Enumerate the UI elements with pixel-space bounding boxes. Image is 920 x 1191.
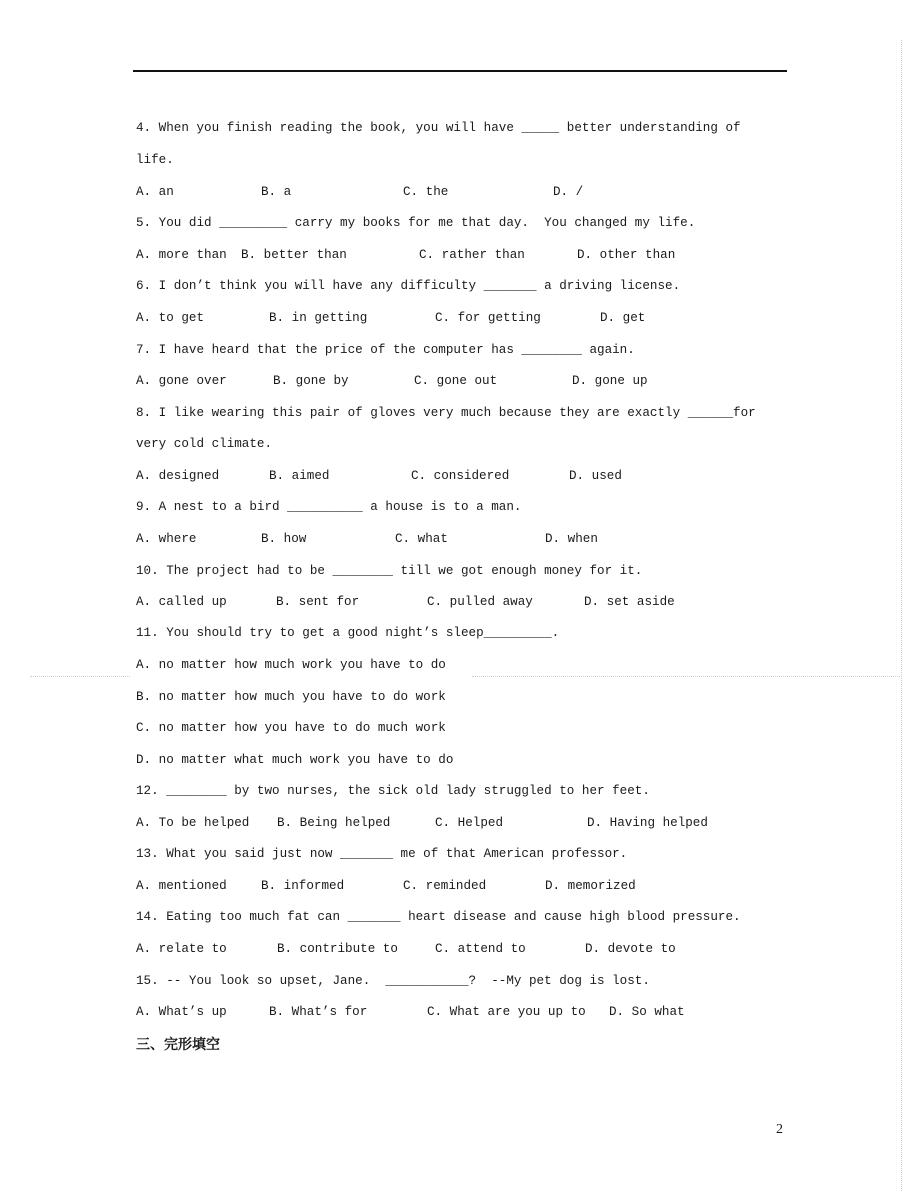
question-stem: 5. You did _________ carry my books for me that day. You changed my life.	[136, 216, 696, 230]
answer-option: C. what	[395, 532, 448, 546]
answer-option: A. relate to	[136, 942, 227, 956]
answer-option: B. sent for	[276, 595, 360, 609]
answer-option: D. memorized	[545, 879, 636, 893]
answer-option: C. for getting	[435, 311, 541, 325]
answer-option: B. a	[261, 185, 292, 199]
answer-option: D. Having helped	[587, 816, 708, 830]
answer-option: D. used	[569, 469, 622, 483]
answer-option: B. Being helped	[277, 816, 391, 830]
answer-option: D. other than	[577, 248, 676, 262]
answer-option: B. aimed	[269, 469, 330, 483]
answer-option: A. no matter how much work you have to do	[136, 658, 446, 672]
question-stem: 7. I have heard that the price of the computer has ________ again.	[136, 343, 635, 357]
answer-option: A. more than	[136, 248, 227, 262]
answer-option: C. What are you up to	[427, 1005, 586, 1019]
question-stem: 14. Eating too much fat can _______ heart disease and cause high blood pressure.	[136, 910, 741, 924]
answer-option: A. To be helped	[136, 816, 250, 830]
question-stem: 11. You should try to get a good night’s sleep_________.	[136, 626, 560, 640]
header-rule	[133, 70, 787, 72]
answer-option: B. no matter how much you have to do work	[136, 690, 446, 704]
answer-option: A. called up	[136, 595, 227, 609]
answer-option: D. when	[545, 532, 598, 546]
answer-option: B. contribute to	[277, 942, 398, 956]
answer-option: C. Helped	[435, 816, 504, 830]
answer-option: D. /	[553, 185, 584, 199]
question-stem: 8. I like wearing this pair of gloves very much because they are exactly ______for	[136, 406, 756, 420]
answer-option: D. gone up	[572, 374, 648, 388]
question-stem: 13. What you said just now _______ me of that American professor.	[136, 847, 628, 861]
answer-option: B. how	[261, 532, 307, 546]
answer-option: C. reminded	[403, 879, 487, 893]
answer-option: C. rather than	[419, 248, 525, 262]
answer-option: A. designed	[136, 469, 220, 483]
answer-option: B. better than	[241, 248, 347, 262]
question-stem: 6. I don’t think you will have any difficulty _______ a driving license.	[136, 279, 681, 293]
answer-option: B. What’s for	[269, 1005, 368, 1019]
answer-option: B. in getting	[269, 311, 368, 325]
answer-option: C. the	[403, 185, 449, 199]
page-margin-guide	[901, 40, 902, 1191]
answer-option: A. mentioned	[136, 879, 227, 893]
question-stem: 10. The project had to be ________ till we got enough money for it.	[136, 564, 643, 578]
section-title: 三、完形填空	[136, 1037, 220, 1053]
page-break-guide-left	[30, 676, 130, 677]
answer-option: D. set aside	[584, 595, 675, 609]
answer-option: D. So what	[609, 1005, 685, 1019]
page-number: 2	[776, 1122, 783, 1137]
question-stem: very cold climate.	[136, 437, 273, 451]
answer-option: A. where	[136, 532, 197, 546]
question-stem: 12. ________ by two nurses, the sick old lady struggled to her feet.	[136, 784, 650, 798]
answer-option: A. gone over	[136, 374, 227, 388]
answer-option: D. get	[600, 311, 646, 325]
answer-option: D. no matter what much work you have to do	[136, 753, 454, 767]
answer-option: C. attend to	[435, 942, 526, 956]
answer-option: B. gone by	[273, 374, 349, 388]
question-stem: 15. -- You look so upset, Jane. ___________? --My pet dog is lost.	[136, 974, 650, 988]
question-stem: 4. When you finish reading the book, you will have _____ better understanding of	[136, 121, 741, 135]
answer-option: A. What’s up	[136, 1005, 227, 1019]
answer-option: A. to get	[136, 311, 205, 325]
answer-option: A. an	[136, 185, 174, 199]
answer-option: B. informed	[261, 879, 345, 893]
page-break-guide-right	[472, 676, 902, 677]
answer-option: C. pulled away	[427, 595, 533, 609]
answer-option: C. no matter how you have to do much work	[136, 721, 446, 735]
question-stem: 9. A nest to a bird __________ a house is to a man.	[136, 500, 522, 514]
answer-option: D. devote to	[585, 942, 676, 956]
answer-option: C. gone out	[414, 374, 498, 388]
answer-option: C. considered	[411, 469, 510, 483]
question-stem: life.	[136, 153, 174, 167]
